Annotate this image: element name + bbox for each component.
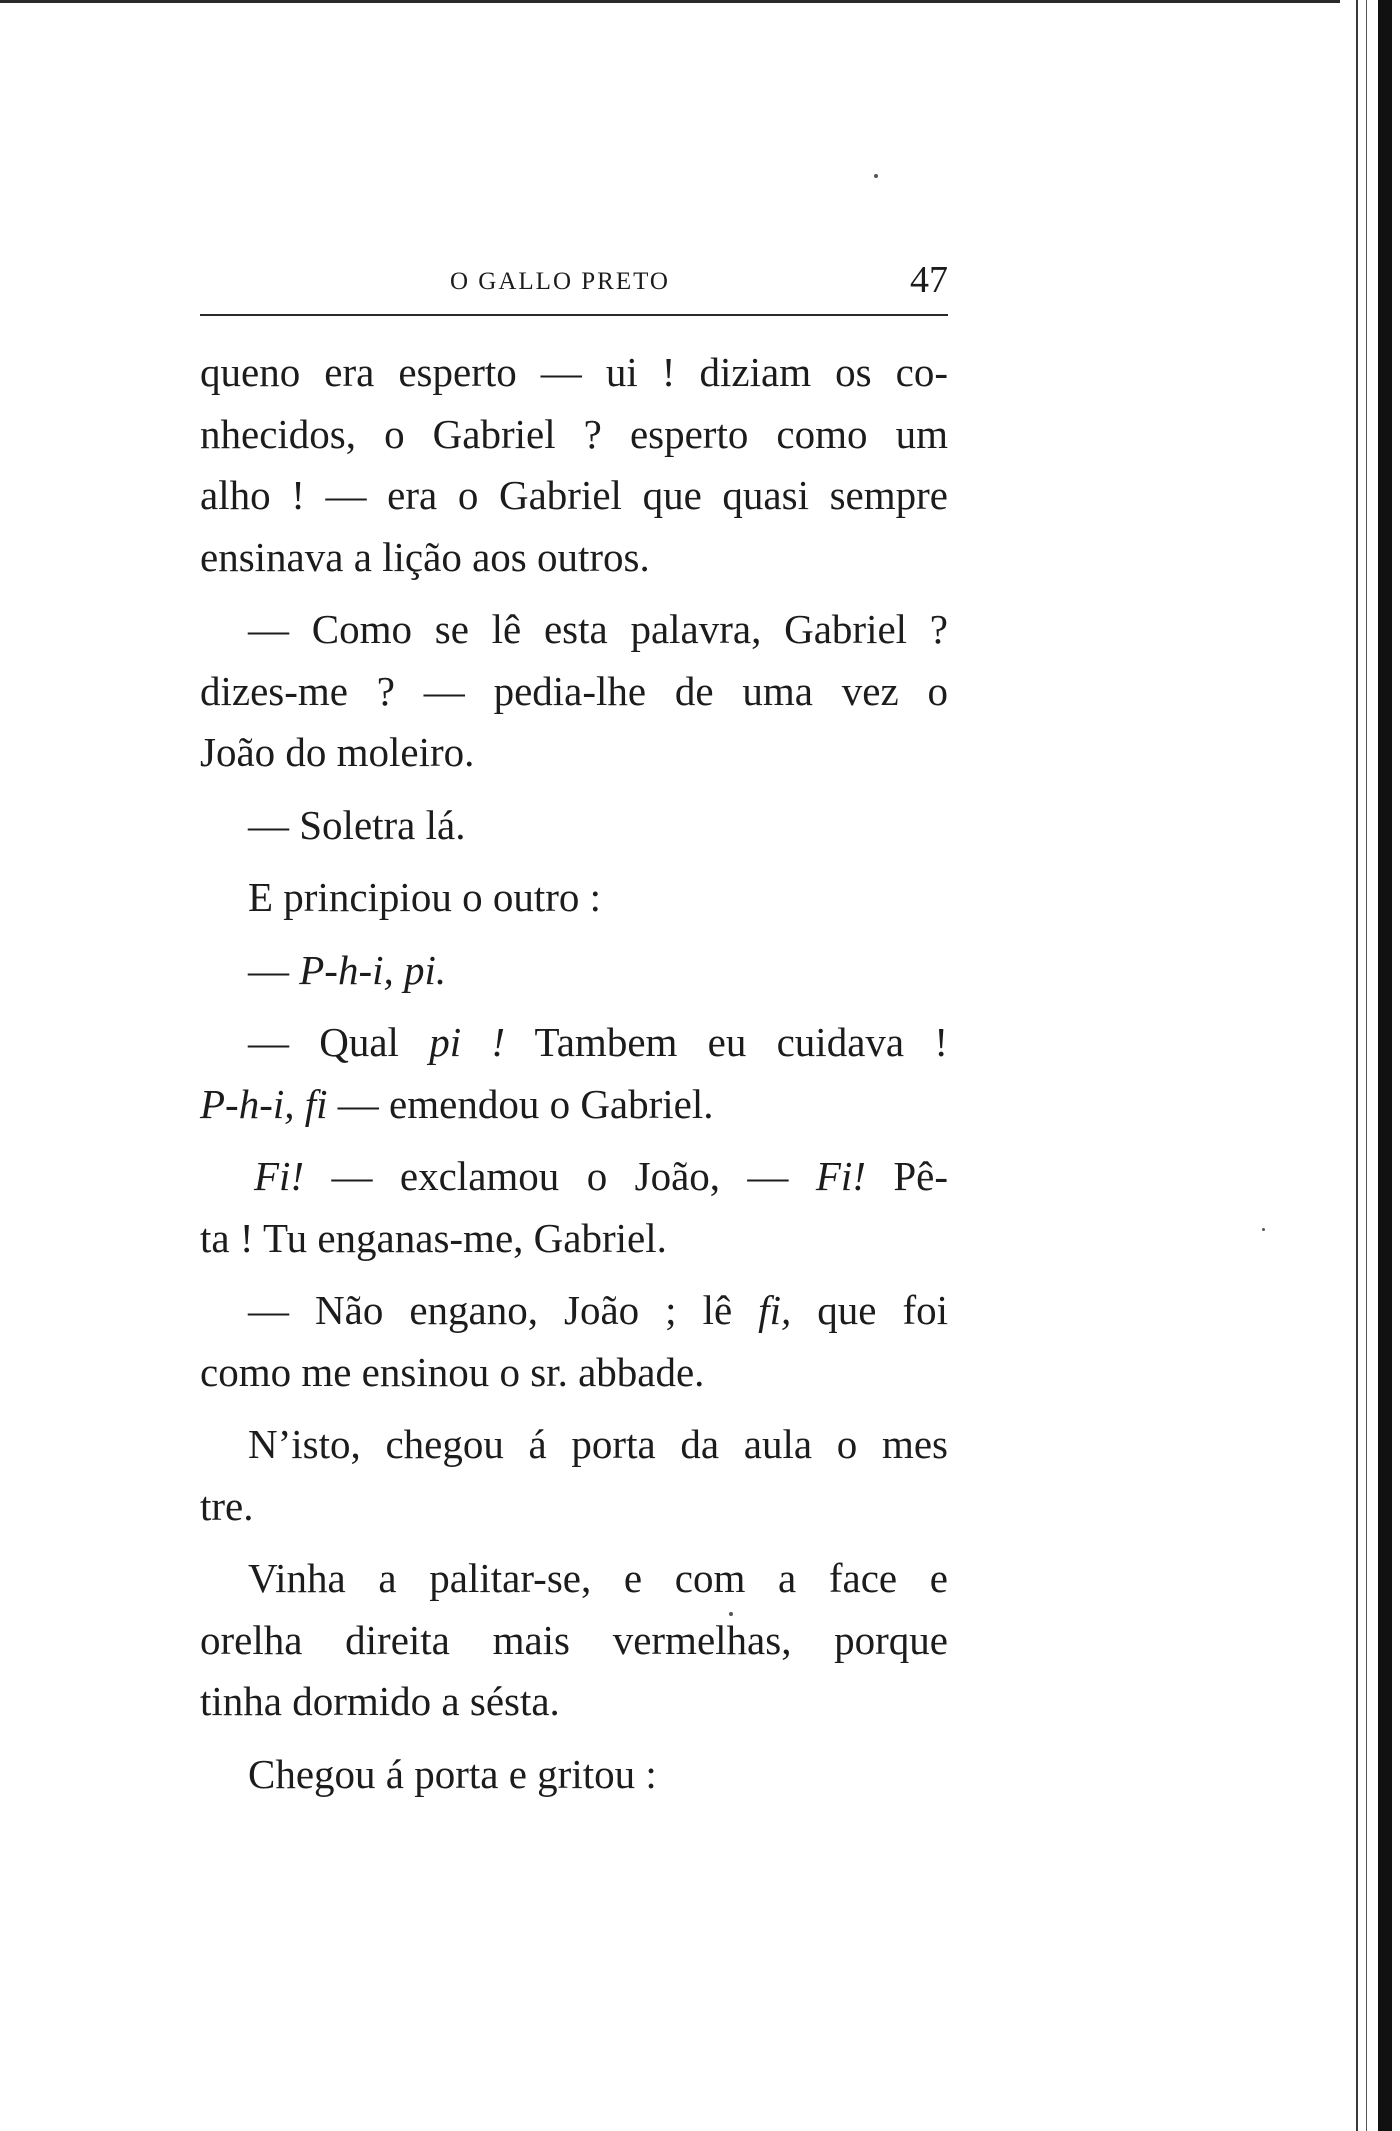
text-line-5: — Como se lê esta palavra, Gabriel ? (248, 606, 948, 652)
text-line-10 (200, 940, 948, 1002)
text-line-2: nhecidos, o Gabriel ? esperto como um (200, 410, 948, 457)
text-line-6: dizes-me ? — pedia-lhe de uma vez o (200, 667, 948, 714)
text-line-3: alho ! — era o Gabriel que quasi sempre (200, 472, 948, 518)
text-line-12-post: — emendou o Gabriel. (327, 1080, 714, 1127)
text-line-9: E principiou o outro : (248, 874, 602, 920)
text-line-10-dash: — (248, 946, 300, 993)
text-line-13-post: Pê- (865, 1153, 949, 1199)
page-number: 47 (910, 259, 948, 301)
text-line-17: N’isto, chegou á porta da aula o mes (248, 1421, 948, 1467)
text-line-13 (200, 1146, 948, 1208)
running-head (200, 252, 948, 316)
text-line-11-italic: pi ! (429, 1019, 506, 1065)
running-title: O GALLO PRETO (450, 268, 670, 295)
paper-speck (1262, 1228, 1265, 1231)
text-line-11-pre: — Qual (248, 1019, 430, 1065)
text-line-13-mid: — exclamou o João, — (304, 1153, 816, 1199)
text-line-18: tre. (200, 1482, 254, 1529)
text-line-1: queno era esperto — ui ! diziam os co- (200, 349, 948, 395)
text-line-11-post: Tambem eu cuidava ! (505, 1019, 949, 1065)
text-line-15-italic: fi, (758, 1287, 792, 1333)
text-line-15-post: que foi (791, 1287, 948, 1333)
book-page (200, 252, 948, 1805)
text-line-15 (200, 1280, 948, 1342)
book-gutter (1348, 0, 1400, 2131)
text-line-22: Chegou á porta e gritou : (248, 1750, 657, 1797)
text-line-7: João do moleiro. (200, 729, 475, 775)
text-line-13-italic-2: Fi! (815, 1153, 866, 1199)
text-body (200, 342, 948, 1805)
paper-speck (874, 174, 878, 178)
text-line-12 (200, 1074, 948, 1136)
text-line-10-italic: P-h-i, pi. (299, 946, 447, 993)
paper-speck (729, 1612, 733, 1616)
text-line-11 (200, 1012, 948, 1074)
text-line-15-pre: — Não engano, João ; lê (248, 1287, 759, 1333)
text-line-13-italic: Fi! (254, 1153, 305, 1199)
text-line-20: orelha direita mais vermelhas, porque (200, 1616, 948, 1663)
text-line-16: como me ensinou o sr. abbade. (200, 1348, 705, 1395)
text-line-19: Vinha a palitar-se, e com a face e (248, 1555, 948, 1601)
page-top-edge (0, 0, 1340, 3)
text-line-14: ta ! Tu enganas-me, Gabriel. (200, 1214, 667, 1261)
text-line-12-italic: P-h-i, fi (200, 1080, 328, 1127)
text-line-4: ensinava a lição aos outros. (200, 533, 650, 580)
text-line-8: — Soletra lá. (248, 801, 466, 848)
text-line-21: tinha dormido a sésta. (200, 1678, 560, 1724)
